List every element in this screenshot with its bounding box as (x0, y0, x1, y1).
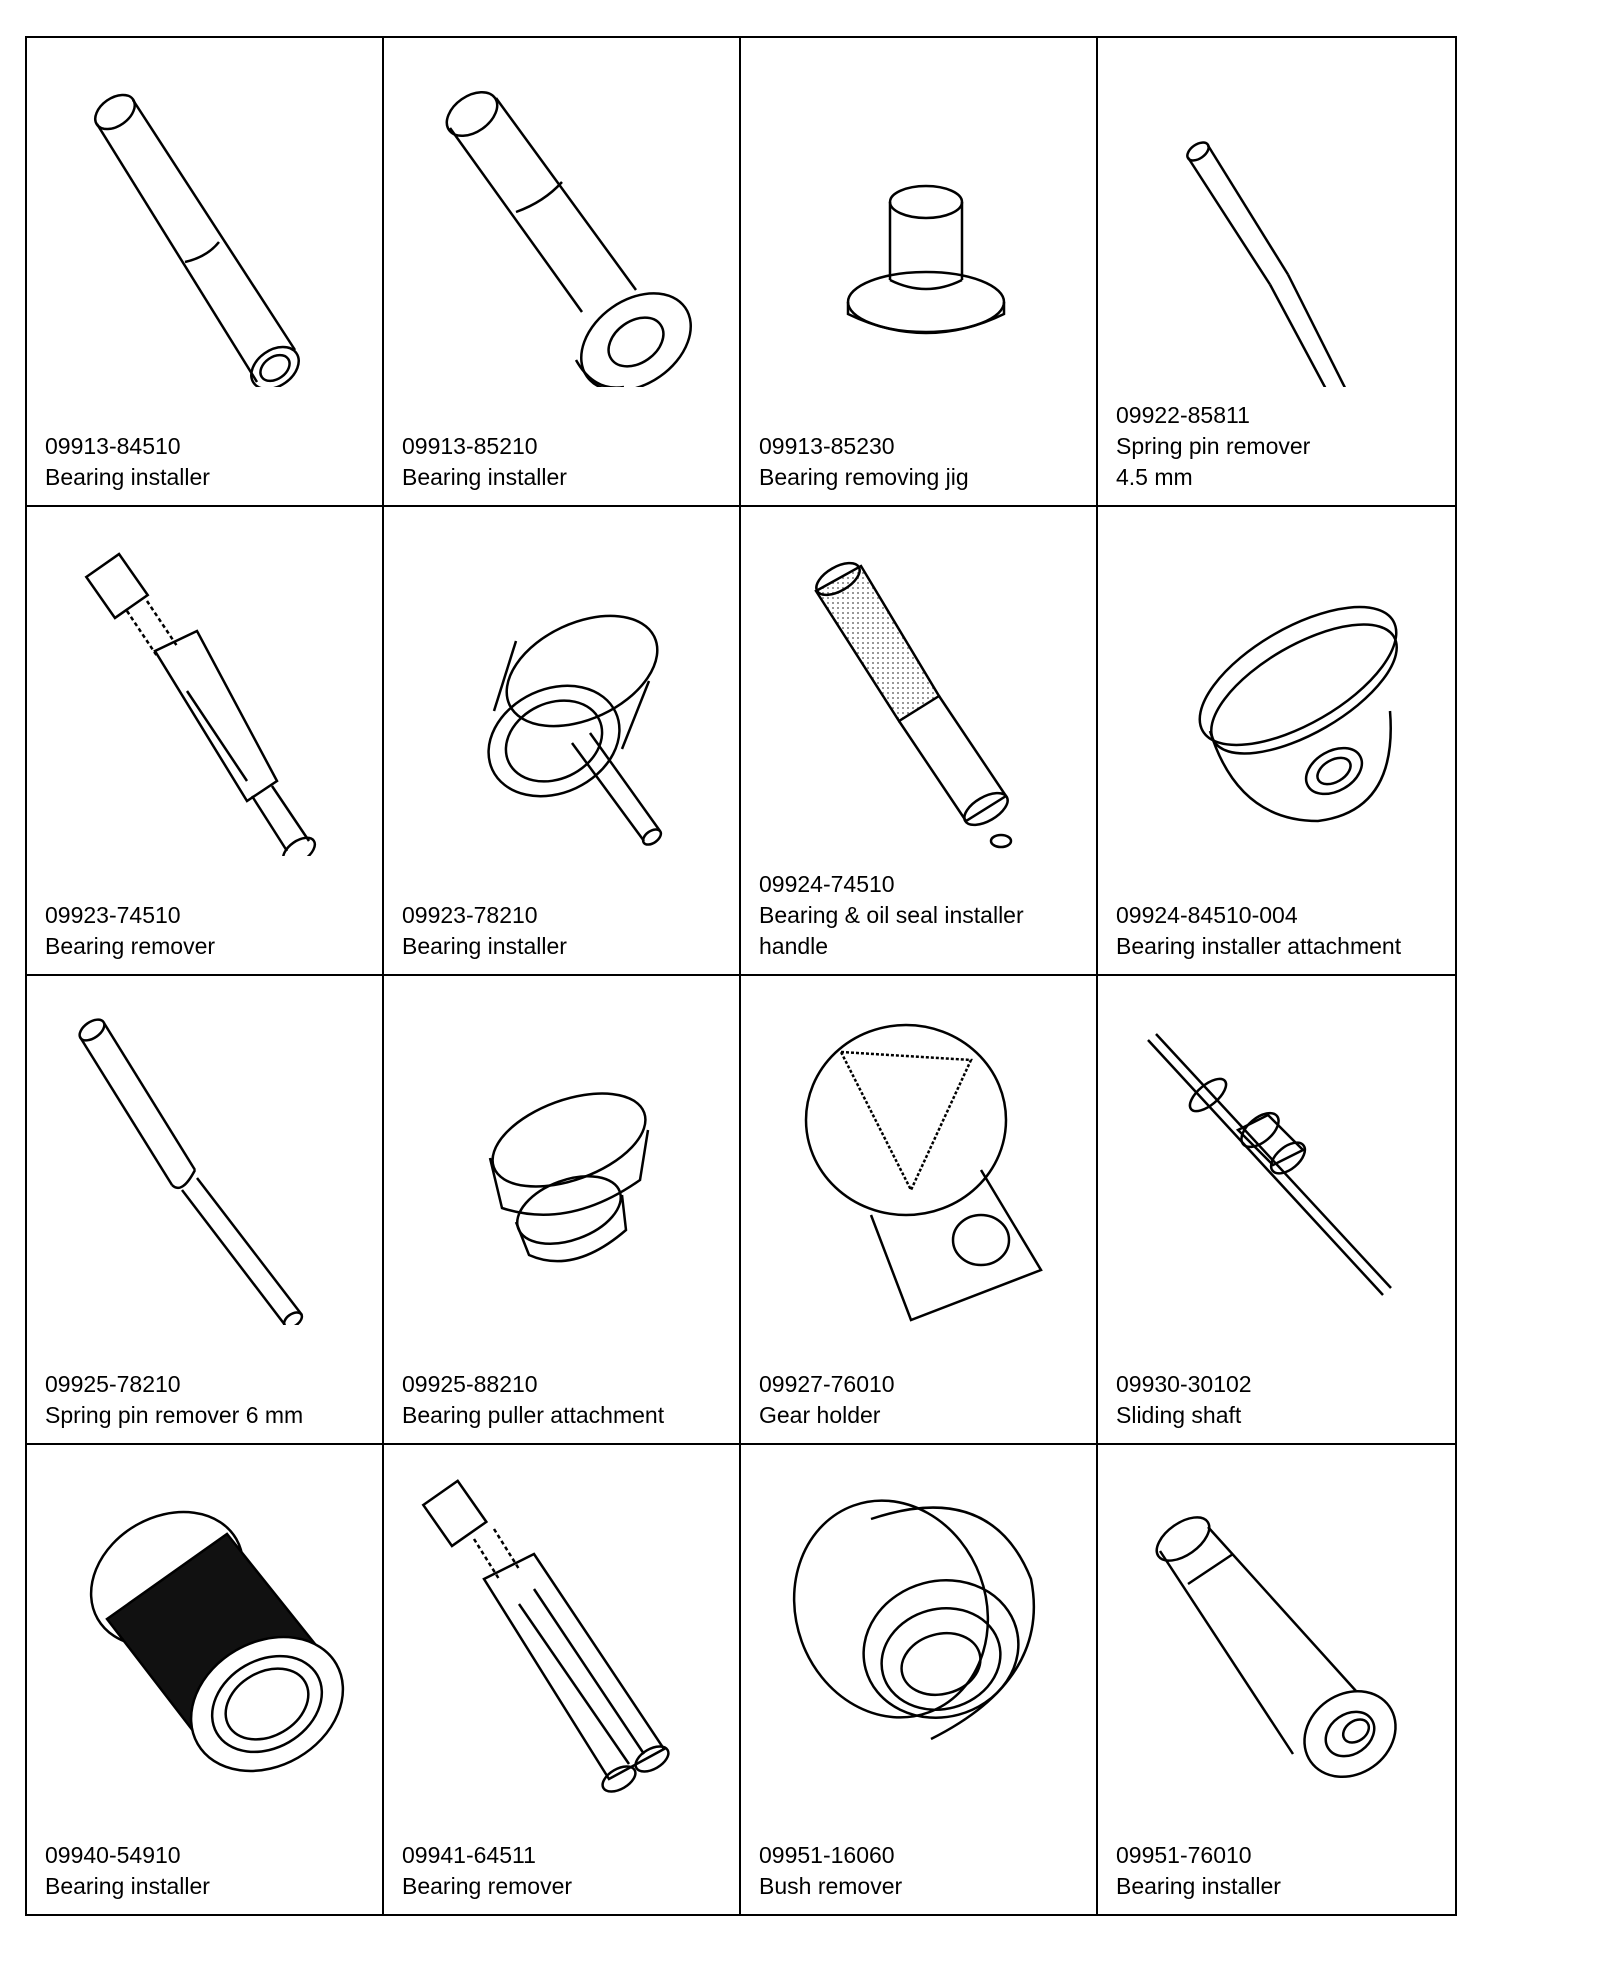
part-number: 09913-85230 (759, 433, 895, 459)
bearing-remover-collet-icon (404, 1459, 724, 1794)
bush-remover-icon (761, 1459, 1081, 1794)
tool-cell (384, 976, 741, 1445)
tool-name-cont: handle (759, 933, 829, 959)
tool-cell (384, 1445, 741, 1914)
tool-name: Sliding shaft (1116, 1402, 1242, 1428)
part-number: 09924-74510 (759, 871, 895, 897)
part-number: 09941-64511 (402, 1842, 536, 1868)
part-number: 09930-30102 (1116, 1371, 1252, 1397)
tool-cell (1098, 38, 1455, 507)
tool-name: Bearing puller attachment (402, 1402, 665, 1428)
gear-holder-icon (761, 990, 1081, 1325)
tool-cell (27, 1445, 384, 1914)
tool-cell (741, 1445, 1098, 1914)
tool-name: Gear holder (759, 1402, 881, 1428)
tool-caption (1116, 900, 1447, 962)
tool-cell (1098, 1445, 1455, 1914)
tool-name: Bearing installer (45, 1873, 210, 1899)
installer-attachment-icon (1118, 521, 1438, 856)
tool-name: Bearing installer attachment (1116, 933, 1402, 959)
tool-name: Bearing installer (1116, 1873, 1281, 1899)
part-number: 09951-76010 (1116, 1842, 1252, 1868)
bearing-removing-jig-icon (761, 52, 1081, 387)
part-number: 09913-85210 (402, 433, 538, 459)
bearing-installer-shaft-icon (404, 521, 724, 856)
bearing-installer-stepped-icon (1118, 1459, 1438, 1794)
special-tools-table (25, 36, 1457, 1916)
tool-cell (27, 38, 384, 507)
tool-cell (384, 507, 741, 976)
bearing-installer-knurled-icon (47, 1459, 367, 1794)
tool-caption (402, 431, 731, 493)
tool-caption (45, 1840, 374, 1902)
bearing-remover-icon (47, 521, 367, 856)
tool-caption (759, 1840, 1088, 1902)
tool-cell (1098, 507, 1455, 976)
tool-name: Spring pin remover (1116, 433, 1311, 459)
tool-name: Bush remover (759, 1873, 903, 1899)
tool-cell (741, 507, 1098, 976)
sliding-shaft-icon (1118, 990, 1438, 1325)
tool-size: 4.5 mm (1116, 464, 1193, 490)
tool-name: Bearing & oil seal installer (759, 902, 1024, 928)
tool-cell (741, 976, 1098, 1445)
part-number: 09940-54910 (45, 1842, 181, 1868)
tool-caption (402, 1369, 731, 1431)
spring-pin-remover-6mm-icon (47, 990, 367, 1325)
tool-name: Bearing remover (402, 1873, 573, 1899)
bearing-installer-flanged-icon (404, 52, 724, 387)
tool-caption (759, 1369, 1088, 1431)
puller-attachment-icon (404, 990, 724, 1325)
tool-caption (1116, 1369, 1447, 1431)
bearing-installer-tube-icon (47, 52, 367, 387)
installer-handle-icon (761, 521, 1081, 856)
tool-name: Bearing removing jig (759, 464, 969, 490)
tool-caption (45, 1369, 374, 1431)
spring-pin-remover-icon (1118, 52, 1438, 387)
tool-cell (384, 38, 741, 507)
tool-caption (402, 900, 731, 962)
tool-name: Bearing installer (402, 464, 567, 490)
part-number: 09925-78210 (45, 1371, 181, 1397)
part-number: 09951-16060 (759, 1842, 895, 1868)
tool-caption (45, 431, 374, 493)
tool-caption (45, 900, 374, 962)
tool-name: Spring pin remover 6 mm (45, 1402, 304, 1428)
tool-caption (1116, 400, 1447, 493)
part-number: 09924-84510-004 (1116, 902, 1298, 928)
tool-name: Bearing installer (402, 933, 567, 959)
part-number: 09927-76010 (759, 1371, 895, 1397)
part-number: 09922-85811 (1116, 402, 1250, 428)
tool-cell (741, 38, 1098, 507)
part-number: 09923-78210 (402, 902, 538, 928)
part-number: 09923-74510 (45, 902, 181, 928)
tool-cell (27, 507, 384, 976)
tool-name: Bearing remover (45, 933, 216, 959)
tool-name: Bearing installer (45, 464, 210, 490)
tool-cell (27, 976, 384, 1445)
part-number: 09925-88210 (402, 1371, 538, 1397)
tool-caption (759, 869, 1088, 962)
tool-caption (759, 431, 1088, 493)
tool-cell (1098, 976, 1455, 1445)
tool-caption (1116, 1840, 1447, 1902)
tool-caption (402, 1840, 731, 1902)
part-number: 09913-84510 (45, 433, 181, 459)
